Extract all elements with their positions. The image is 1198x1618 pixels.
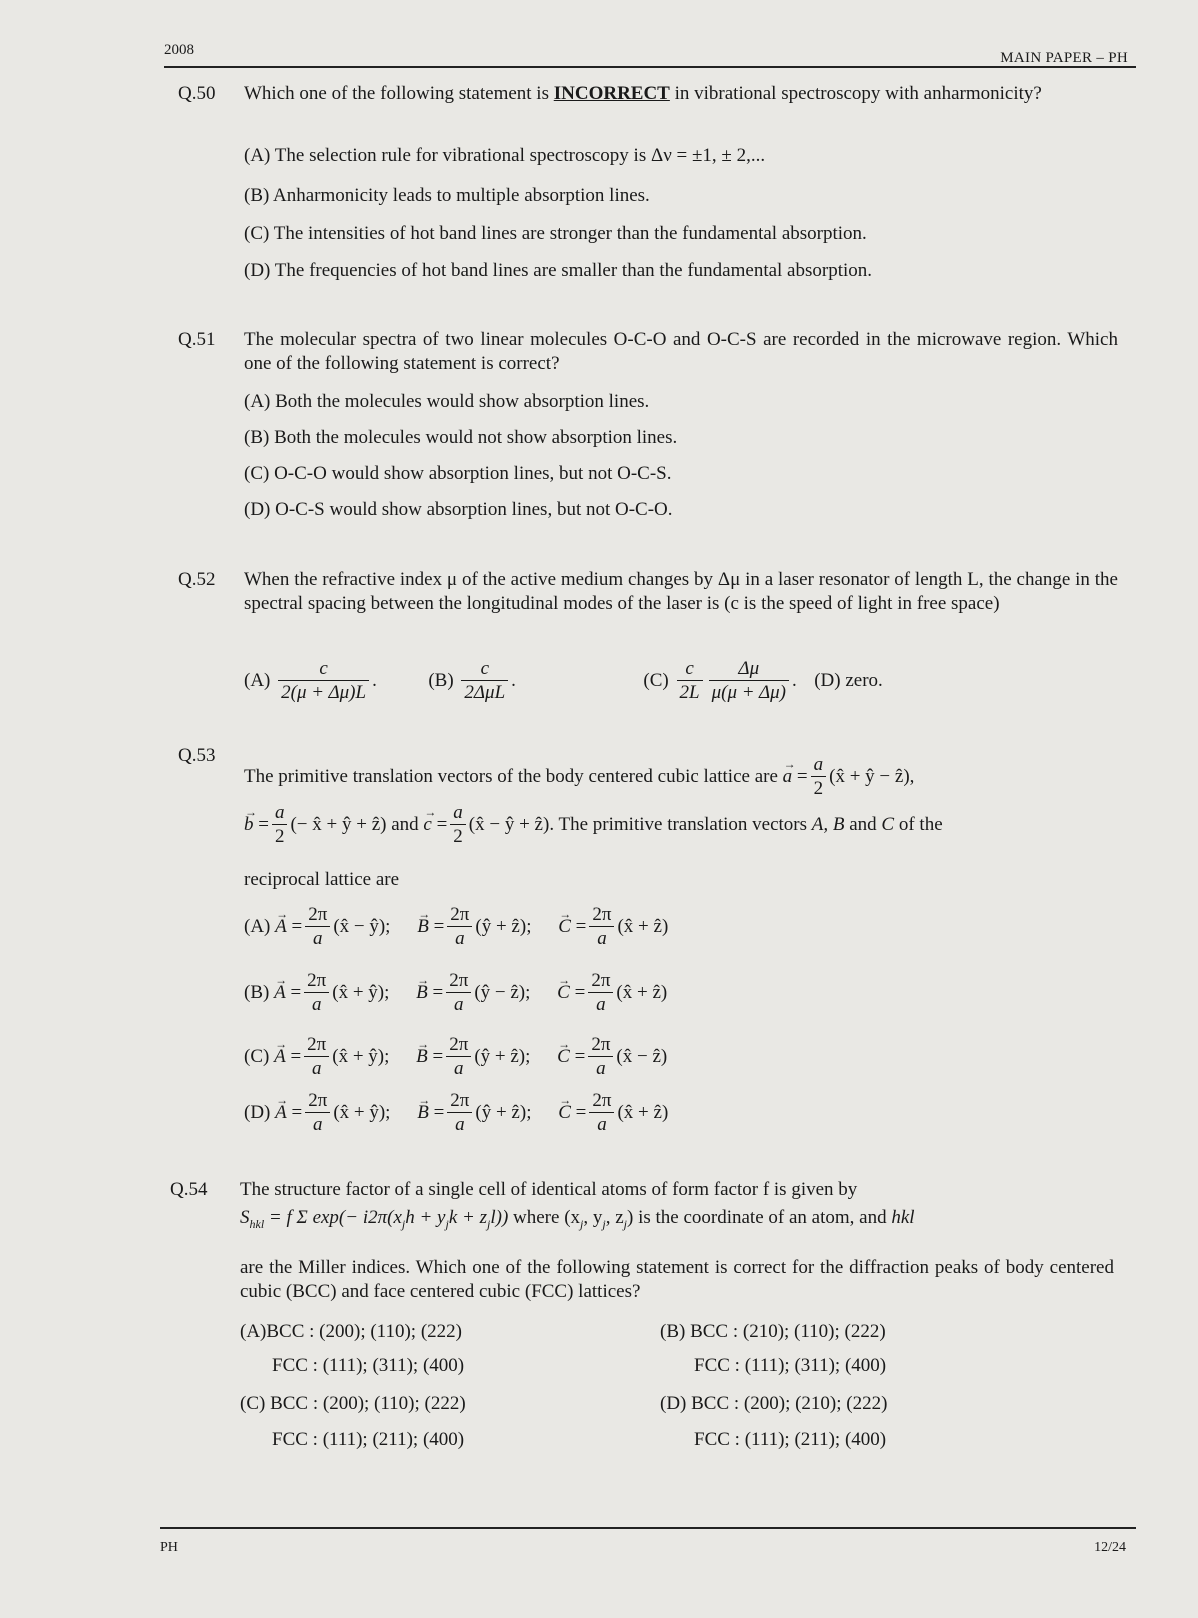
option-d-fcc: FCC : (111); (211); (400) bbox=[694, 1429, 887, 1450]
question-line-2: → b = $\frac{a}{2}$ (− x̂ + ŷ + ẑ) and → c = $\frac{a}{2}$ (x̂ − ŷ + ẑ). The primitive translation vectors A, B and C of the bbox=[244, 802, 1118, 849]
header-year: 2008 bbox=[164, 42, 194, 58]
option-b-bcc: (B) BCC : (210); (110); (222) bbox=[660, 1321, 886, 1342]
option-c-fcc: FCC : (111); (211); (400) bbox=[272, 1429, 465, 1450]
question-text: When the refractive index μ of the active medium changes by Δμ in a laser resonator of length L, the change in the spectral spacing between the longitudinal modes of the laser is (c is the speed of light in free space) bbox=[244, 569, 1118, 614]
option-b: (B) $\frac{c}{\text{2ΔμL}}$ . bbox=[428, 658, 521, 703]
question-number: Q.54 bbox=[170, 1179, 208, 1200]
question-text: The molecular spectra of two linear molecules O-C-O and O-C-S are recorded in the microwave region. Which one of the following statement is correct? bbox=[244, 329, 1118, 374]
option-c: (C) → A = $\frac{2\pi}{a}$ (x̂ + ŷ); → B = $\frac{2\pi}{a}$ (ŷ + ẑ); → C = $\frac{2\pi}{a}$ (x̂ − ẑ) bbox=[244, 1034, 667, 1081]
header-paper: MAIN PAPER – PH bbox=[1000, 50, 1128, 66]
question-number: Q.52 bbox=[178, 569, 216, 590]
header-rule bbox=[164, 66, 1136, 68]
footer-code: PH bbox=[160, 1540, 178, 1555]
emphasis: INCORRECT bbox=[553, 83, 670, 104]
option-a: (A) Both the molecules would show absorption lines. bbox=[244, 391, 650, 412]
option-a-fcc: FCC : (111); (311); (400) bbox=[272, 1355, 465, 1376]
option-b: (B) Both the molecules would not show absorption lines. bbox=[244, 427, 678, 448]
question-text: Which one of the following statement is INCORRECT in vibrational spectroscopy with anharmonicity? bbox=[244, 83, 1042, 104]
option-b: (B) → A = $\frac{2\pi}{a}$ (x̂ + ŷ); → B = $\frac{2\pi}{a}$ (ŷ − ẑ); → C = $\frac{2\pi}{a}$ (x̂ + ẑ) bbox=[244, 970, 667, 1017]
option-d-bcc: (D) BCC : (200); (210); (222) bbox=[660, 1393, 888, 1414]
option-d: (D) O-C-S would show absorption lines, but not O-C-O. bbox=[244, 499, 673, 520]
option-d: (D) zero. bbox=[814, 669, 883, 691]
question-number: Q.51 bbox=[178, 329, 216, 350]
option-b-fcc: FCC : (111); (311); (400) bbox=[694, 1355, 887, 1376]
question-line-3: reciprocal lattice are bbox=[244, 869, 400, 890]
option-c-bcc: (C) BCC : (200); (110); (222) bbox=[240, 1393, 466, 1414]
option-a-bcc: (A)BCC : (200); (110); (222) bbox=[240, 1321, 462, 1342]
question-line-3: are the Miller indices. Which one of the following statement is correct for the diffraction peaks of body centered cubic (BCC) and face centered cubic (FCC) lattices? bbox=[240, 1257, 1114, 1302]
option-c: (C) $\frac{c}{2L}$ $\frac{\Delta\mu}{\mu(\mu + \Delta\mu)}$ . bbox=[643, 658, 802, 703]
option-d: (D) → A = $\frac{2\pi}{a}$ (x̂ + ŷ); → B = $\frac{2\pi}{a}$ (ŷ + ẑ); → C = $\frac{2\pi}{a}$ (x̂ + ẑ) bbox=[244, 1090, 668, 1137]
options-row bbox=[244, 658, 883, 705]
question-line-2: $S_{hkl} = f$ Σ $\exp(- i2\pi(x_jh + y_jk + z_jl))$ where ($x_j$, $y_j$, $z_j$) is the coordinate of an atom, and hkl bbox=[240, 1207, 915, 1231]
option-a: (A) $\frac{c}{2(\mu + \Delta\mu)L}$ . bbox=[244, 658, 382, 703]
question-number: Q.50 bbox=[178, 83, 216, 104]
option-b: (B) Anharmonicity leads to multiple absorption lines. bbox=[244, 185, 650, 206]
option-a: (A) The selection rule for vibrational spectroscopy is Δν = ±1, ± 2,... bbox=[244, 145, 766, 166]
option-a: (A) → A = $\frac{2\pi}{a}$ (x̂ − ŷ); → B = $\frac{2\pi}{a}$ (ŷ + ẑ); → C = $\frac{2\pi}{a}$ (x̂ + ẑ) bbox=[244, 904, 668, 951]
option-d: (D) The frequencies of hot band lines are smaller than the fundamental absorption. bbox=[244, 260, 873, 281]
question-line-1: The primitive translation vectors of the body centered cubic lattice are → a = $\frac{a}{2}$ (x̂ + ŷ − ẑ), bbox=[244, 754, 1118, 801]
question-line-1: The structure factor of a single cell of identical atoms of form factor f is given by bbox=[240, 1179, 858, 1200]
question-number: Q.53 bbox=[178, 745, 216, 766]
option-c: (C) O-C-O would show absorption lines, but not O-C-S. bbox=[244, 463, 672, 484]
option-c: (C) The intensities of hot band lines are stronger than the fundamental absorption. bbox=[244, 223, 867, 244]
footer-rule bbox=[160, 1527, 1136, 1529]
footer-page: 12/24 bbox=[1094, 1540, 1126, 1555]
